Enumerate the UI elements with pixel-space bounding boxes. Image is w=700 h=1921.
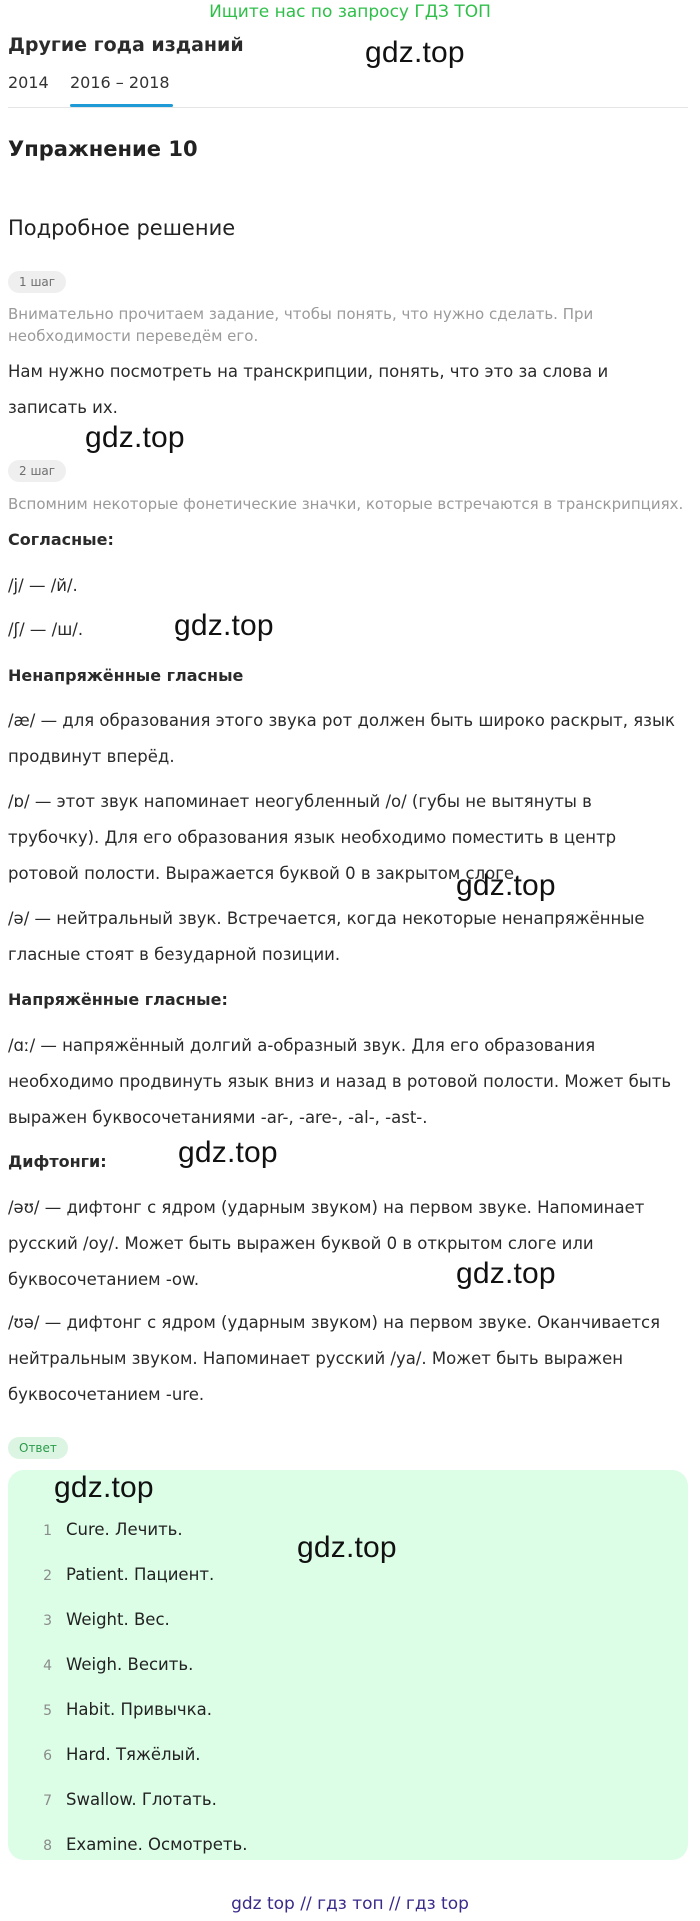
step-1-badge: 1 шаг	[8, 271, 66, 293]
step-1-text: Нам нужно посмотреть на транскрипции, понять, что это за слова и записать их.	[8, 362, 609, 417]
step-2-badge: 2 шаг	[8, 460, 66, 482]
answer-item-text: Cure. Лечить.	[66, 1520, 183, 1539]
consonant-j: /j/ — /й/.	[8, 576, 78, 595]
other-years-title: Другие года изданий	[8, 34, 244, 56]
watermark: gdz.top	[456, 1257, 556, 1290]
answer-item	[30, 1655, 193, 1674]
answer-item-number: 4	[43, 1658, 52, 1674]
watermark: gdz.top	[178, 1136, 278, 1169]
answer-item-number: 3	[43, 1613, 52, 1629]
watermark: gdz.top	[365, 36, 465, 69]
answer-item-text: Weigh. Весить.	[66, 1655, 194, 1674]
answer-item	[30, 1745, 201, 1764]
diphthongs-heading: Дифтонги:	[8, 1152, 107, 1171]
consonants-heading: Согласные:	[8, 530, 114, 549]
search-banner[interactable]: Ищите нас по запросу ГДЗ ТОП	[209, 2, 491, 22]
watermark: gdz.top	[54, 1471, 154, 1504]
solution-title: Подробное решение	[8, 216, 236, 240]
watermark: gdz.top	[174, 609, 274, 642]
lax-vowels-heading: Ненапряжённые гласные	[8, 666, 244, 685]
diphthong-ou: /əʊ/ — дифтонг с ядром (ударным звуком) на первом звуке. Напоминает русский /оу/. Может быть выражен буквой 0 в открытом слоге или буквосочетанием -ow.	[8, 1198, 645, 1289]
diphthong-ua: /ʊə/ — дифтонг с ядром (ударным звуком) на первом звуке. Оканчивается нейтральным звуком. Напоминает русский /уа/. Может быть выражен буквосочетанием -ure.	[8, 1313, 661, 1404]
year-tab-2016-2018[interactable]: 2016 – 2018	[70, 73, 170, 92]
exercise-title: Упражнение 10	[8, 137, 198, 161]
answer-item-text: Weight. Вес.	[66, 1610, 170, 1629]
answer-item	[30, 1790, 217, 1809]
watermark: gdz.top	[85, 421, 185, 454]
divider	[8, 107, 688, 108]
consonant-sh: /ʃ/ — /ш/.	[8, 620, 84, 639]
answer-item-number: 8	[43, 1838, 52, 1854]
answer-item-text: Hard. Тяжёлый.	[66, 1745, 201, 1764]
footer-links[interactable]: gdz top // гдз топ // гдз top	[231, 1894, 469, 1914]
answer-item-text: Patient. Пациент.	[66, 1565, 215, 1584]
year-tab-2014[interactable]: 2014	[8, 73, 49, 92]
step-1-hint: Внимательно прочитаем задание, чтобы понять, что нужно сделать. При необходимости переведём его.	[8, 305, 594, 345]
answer-item	[30, 1520, 183, 1539]
answer-item-number: 7	[43, 1793, 52, 1809]
answer-item-number: 5	[43, 1703, 52, 1719]
answer-item-text: Habit. Привычка.	[66, 1700, 212, 1719]
answer-item-number: 1	[43, 1523, 52, 1539]
answer-item	[30, 1565, 214, 1584]
answer-item	[30, 1700, 212, 1719]
step-2-hint: Вспомним некоторые фонетические значки, которые встречаются в транскрипциях.	[8, 495, 684, 513]
answer-item-text: Examine. Осмотреть.	[66, 1835, 248, 1854]
answer-item-text: Swallow. Глотать.	[66, 1790, 217, 1809]
tense-vowels-heading: Напряжённые гласные:	[8, 990, 228, 1009]
lax-vowel-ae: /æ/ — для образования этого звука рот должен быть широко раскрыт, язык продвинут вперёд.	[8, 711, 675, 766]
answer-badge: Ответ	[8, 1437, 68, 1459]
lax-vowel-o: /ɒ/ — этот звук напоминает неогубленный /о/ (губы не вытянуты в трубочку). Для его образования язык необходимо поместить в центр ротовой полости. Выражается буквой 0 в закрытом слоге.	[8, 792, 617, 883]
watermark: gdz.top	[456, 869, 556, 902]
answer-item	[30, 1835, 247, 1854]
answer-item-number: 2	[43, 1568, 52, 1584]
watermark: gdz.top	[297, 1531, 397, 1564]
lax-vowel-schwa: /ə/ — нейтральный звук. Встречается, когда некоторые ненапряжённые гласные стоят в безударной позиции.	[8, 909, 645, 964]
answer-item-number: 6	[43, 1748, 52, 1764]
tense-vowel-a: /ɑː/ — напряжённый долгий а-образный звук. Для его образования необходимо продвинуть язык вниз и назад в ротовой полости. Может быть выражен буквосочетаниями -ar-, -are-, -al-, -ast-.	[8, 1036, 672, 1127]
answer-item	[30, 1610, 170, 1629]
